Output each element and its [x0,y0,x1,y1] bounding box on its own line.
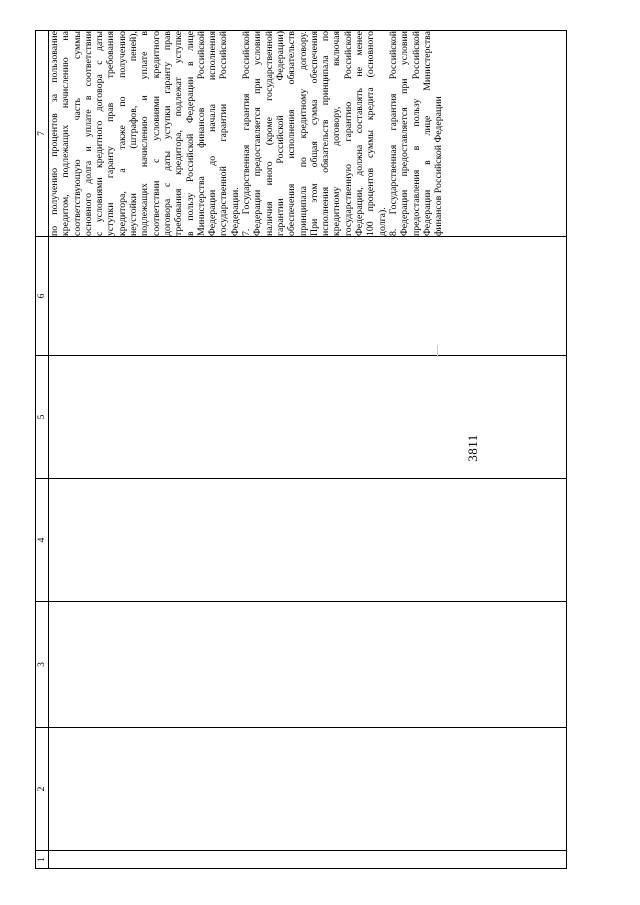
text-line: в пользу Российской Федерации в лице [184,31,196,236]
column-header-row [36,31,49,869]
text-line: с условиями кредитного договора с даты [94,31,106,236]
table-cell-col-5 [49,356,567,479]
text-line: соответствии с условиями кредитного [150,31,162,236]
page-number: 3811 [465,434,480,462]
column-header-1: 1 [36,851,49,869]
text-line: Федерации предоставляется при условии [399,31,411,236]
text-line: При этом общая сумма обеспечения [308,31,320,236]
text-line: Федерации до начала исполнения [207,31,219,236]
text-line: кредитора, а также по получению [116,31,128,236]
text-line: основного долга и уплате в соответствии [82,31,94,236]
text-line: 8. Государственная гарантия Российской [387,31,399,236]
scan-mark [437,345,438,357]
text-line: кредитному договору, включая [331,31,343,236]
text-line: предоставления в пользу Российской [410,31,422,236]
text-line: обеспечения исполнения обязательств [286,31,298,236]
text-line: соответствующую часть суммы [71,31,83,236]
table-cell-col-4 [49,479,567,602]
table-cell-col-1 [49,851,567,869]
column-header-3: 3 [36,602,49,728]
table-row [49,31,567,869]
text-paragraph [241,31,388,236]
text-line: Федерации предоставляется при условии [252,31,264,236]
text-line: 7. Государственная гарантия Российской [241,31,253,236]
document-table [35,30,567,869]
text-line: договора с даты уступки гаранту прав [161,31,173,236]
text-line: Федерации в лице Министерства [421,31,433,236]
column-header-5: 5 [36,356,49,479]
text-line: кредитом, подлежащих начислению на [60,31,72,236]
text-line: государственную гарантию Российской [342,31,354,236]
text-line: подлежащих начислению и уплате в [139,31,151,236]
table-cell-col-6 [49,237,567,356]
text-line: долга). [376,207,388,236]
column-header-6: 6 [36,237,49,356]
text-line: наличия иного (кроме государственной [263,31,275,236]
text-line: гарантии Российской Федерации) [274,31,286,236]
text-line: Министерства финансов Российской [195,31,207,236]
text-line: исполнения обязательств принципала по [320,31,332,236]
column-header-2: 2 [36,728,49,851]
text-line: принципала по кредитному договору. [297,31,309,236]
text-line: неустойки (штрафов, пеней), [128,31,140,236]
text-paragraph [388,31,444,236]
table-cell-col-2 [49,728,567,851]
text-line: по получению процентов за пользование [49,31,60,236]
column-header-7: 7 [36,31,49,237]
text-line: 100 процентов суммы кредита (основного [365,31,377,236]
table-cell-col-3 [49,602,567,728]
text-line: Федерации, должна составлять не менее [354,31,366,236]
text-line: Федерации. [229,187,241,236]
text-paragraph [49,31,241,236]
text-line: уступки гаранту прав требования [105,31,117,236]
text-line: финансов Российской Федерации [433,96,445,236]
table-cell-col-7-text [49,31,567,237]
column-header-4: 4 [36,479,49,602]
text-line: требования кредитора, подлежат уступке [173,31,185,236]
text-line: государственной гарантии Российской [218,31,230,236]
